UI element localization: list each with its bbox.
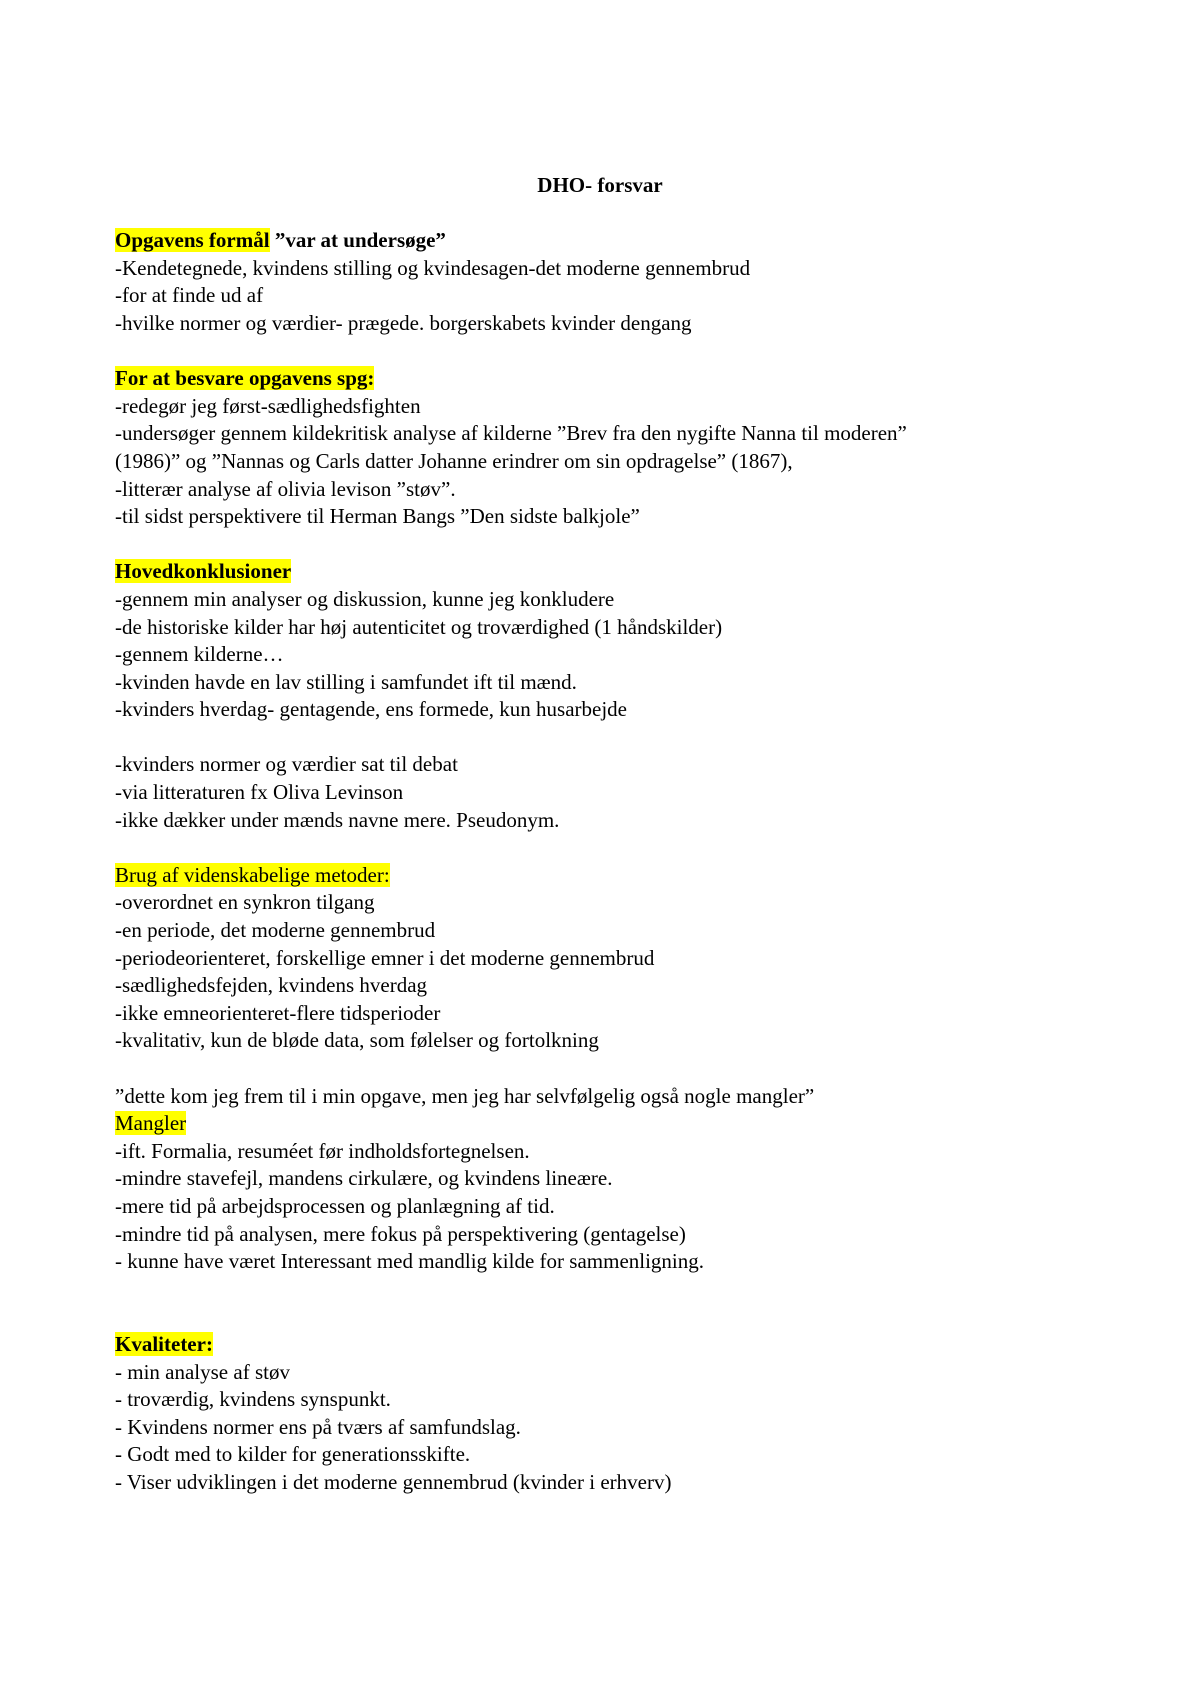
text-line: -kvinders hverdag- gentagende, ens formede, kun husarbejde [115,697,627,722]
section-heading-kvaliteter [115,1331,1095,1359]
text-line: -undersøger gennem kildekritisk analyse af kilderne ”Brev fra den nygifte Nanna til moderen” [115,421,907,446]
spacer [115,531,1095,559]
section-heading-metoder [115,862,1095,890]
section-heading-mangler [115,1110,1095,1138]
text-line: -gennem min analyser og diskussion, kunne jeg konkludere [115,586,615,611]
text-line: -sædlighedsfejden, kvindens hverdag [115,973,428,998]
text-line: - min analyse af støv [115,1359,290,1384]
text-line: -gennem kilderne… [115,642,284,667]
text-line: - Godt med to kilder for generationsskifte. [115,1442,471,1467]
heading-quote: ”var at undersøge” [269,228,446,253]
text-line: -kvinden havde en lav stilling i samfundet ift til mænd. [115,669,577,694]
document-page [115,172,1095,1497]
spacer [115,338,1095,366]
heading-highlight: Brug af videnskabelige metoder: [115,862,390,887]
section-heading-besvare [115,365,1095,393]
text-line: -kvalitativ, kun de bløde data, som følelser og fortolkning [115,1028,599,1053]
text-line: -overordnet en synkron tilgang [115,890,375,915]
heading-highlight: Hovedkonklusioner [115,559,292,584]
section-heading-formaal [115,227,1095,255]
text-line: -via litteraturen fx Oliva Levinson [115,780,404,805]
spacer [115,1303,1095,1331]
text-line: -for at finde ud af [115,283,264,308]
document-title: DHO- forsvar [537,173,663,197]
text-line: -mindre stavefejl, mandens cirkulære, og kvindens lineære. [115,1166,613,1191]
heading-highlight: Mangler [115,1111,187,1136]
text-line: -redegør jeg først-sædlighedsfighten [115,393,421,418]
spacer [115,724,1095,752]
text-line: -ikke dækker under mænds navne mere. Pseudonym. [115,807,560,832]
text-line: -de historiske kilder har høj autenticitet og troværdighed (1 håndskilder) [115,614,723,639]
heading-highlight: Kvaliteter: [115,1331,213,1356]
text-line: -kvinders normer og værdier sat til debat [115,752,458,777]
text-line: -periodeorienteret, forskellige emner i det moderne gennembrud [115,945,655,970]
text-line: - Viser udviklingen i det moderne gennembrud (kvinder i erhverv) [115,1469,672,1494]
text-line: - troværdig, kvindens synspunkt. [115,1387,391,1412]
spacer [115,834,1095,862]
text-line: -ift. Formalia, resuméet før indholdsfortegnelsen. [115,1138,530,1163]
text-line: -hvilke normer og værdier- prægede. borgerskabets kvinder dengang [115,310,692,335]
text-line: -ikke emneorienteret-flere tidsperioder [115,1000,441,1025]
spacer [115,200,1095,228]
text-line: -mere tid på arbejdsprocessen og planlægning af tid. [115,1193,555,1218]
spacer [115,1055,1095,1083]
text-line: - kunne have været Interessant med mandlig kilde for sammenligning. [115,1249,705,1274]
text-line: -mindre tid på analysen, mere fokus på perspektivering (gentagelse) [115,1221,686,1246]
text-line: -Kendetegnede, kvindens stilling og kvindesagen-det moderne gennembrud [115,255,751,280]
text-line: (1986)” og ”Nannas og Carls datter Johanne erindrer om sin opdragelse” (1867), [115,448,793,473]
heading-highlight: For at besvare opgavens spg: [115,366,375,391]
quote-line: ”dette kom jeg frem til i min opgave, men jeg har selvfølgelig også nogle mangler” [115,1083,815,1108]
text-line: - Kvindens normer ens på tværs af samfundslag. [115,1414,521,1439]
spacer [115,1276,1095,1304]
text-line: -litterær analyse af olivia levison ”støv”. [115,476,456,501]
text-line: -til sidst perspektivere til Herman Bangs ”Den sidste balkjole” [115,504,640,529]
heading-highlight: Opgavens formål [115,228,270,253]
section-heading-hovedkonklusioner [115,558,1095,586]
text-line: -en periode, det moderne gennembrud [115,918,436,943]
